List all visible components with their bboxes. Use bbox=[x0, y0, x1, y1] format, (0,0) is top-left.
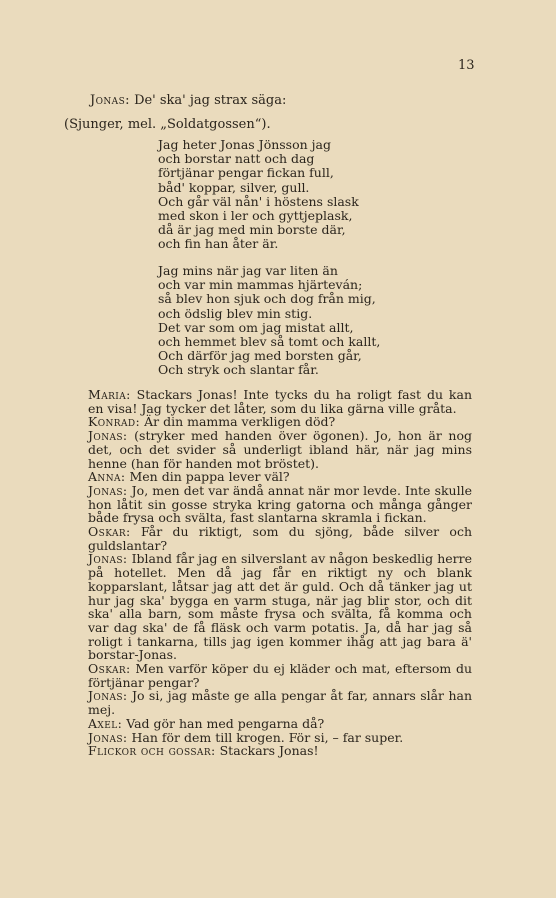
dialogue-text: Jo si, jag måste ge alla pengar åt far, annars slår han mej. bbox=[88, 688, 472, 718]
dialogue-text: Stackars Jonas! Inte tycks du ha roligt fast du kan en visa! Jag tycker det låter, som du lika gärna ville gråta. bbox=[88, 387, 472, 416]
verse-line: båd' koppar, silver, gull. bbox=[158, 179, 310, 195]
stage-direction: (Sjunger, mel. „Soldatgossen“). bbox=[64, 117, 271, 132]
dialogue-line bbox=[88, 731, 472, 745]
verse-line: Och stryk och slantar får. bbox=[158, 362, 319, 378]
dialogue-line bbox=[88, 429, 472, 470]
speaker-name: Jonas: bbox=[88, 482, 128, 498]
dialogue-line bbox=[88, 484, 472, 525]
verse-line: Det var som om jag mistat allt, bbox=[158, 319, 354, 335]
dialogue-line bbox=[88, 662, 472, 689]
verse-line: förtjänar pengar fickan full, bbox=[158, 165, 334, 181]
dialogue-text: Stackars Jonas! bbox=[219, 743, 319, 759]
dialogue-line bbox=[88, 415, 472, 429]
page-number: 13 bbox=[458, 58, 475, 73]
speaker-name: Flickor och gossar: bbox=[88, 743, 216, 759]
dialogue-text: Jo, men det var ändå annat när mor levde. Inte skulle hon låtit sin gosse stryka kring gatorna och många gånger både frysa och svälta, fast slantarna skramla i fickan. bbox=[88, 482, 472, 526]
dialogue-text: Är din mamma verkligen död? bbox=[144, 414, 336, 430]
verse-line: och borstar natt och dag bbox=[158, 151, 315, 167]
dialogue-line bbox=[88, 689, 472, 716]
speaker-name: Oskar: bbox=[88, 524, 131, 540]
speaker-name: Maria: bbox=[88, 387, 131, 402]
verse-1 bbox=[158, 138, 359, 252]
dialogue-line bbox=[88, 470, 472, 484]
dialogue-block bbox=[88, 388, 472, 758]
dialogue-line bbox=[88, 552, 472, 662]
dialogue-text: Får du riktigt, som du sjöng, både silver och guldslantar? bbox=[88, 524, 472, 553]
speaker-name: Axel: bbox=[88, 715, 123, 731]
verse-line: Jag heter Jonas Jönsson jag bbox=[158, 137, 331, 152]
dialogue-line bbox=[88, 717, 472, 731]
dialogue-text: (stryker med handen över ögonen). Jo, hon är nog det, och det svider så underligt ibland här, när jag mins henne (han för handen mot bröstet). bbox=[88, 428, 472, 471]
speaker-name: Jonas: bbox=[88, 688, 128, 704]
verse-2 bbox=[158, 264, 380, 378]
verse-line: och fin han åter är. bbox=[158, 236, 279, 252]
verse-line: Och därför jag med borsten går, bbox=[158, 348, 362, 364]
verse-line: Och går väl nån' i höstens slask bbox=[158, 193, 359, 209]
verse-line: och ödslig blev min stig. bbox=[158, 305, 313, 321]
speaker-name: Anna: bbox=[88, 469, 126, 485]
intro-line bbox=[90, 93, 286, 108]
intro-text: De' ska' jag strax säga: bbox=[134, 93, 287, 108]
dialogue-text: Ibland får jag en silverslant av någon beskedlig herre på hotellet. Men då jag får en riktigt ny och blank kopparslant, låtsar jag att det är guld. Och då tänker jag ut hur jag ska' bygga en varm stuga, när jag blir stor, och dit ska' alla barn, som måste frysa och svälta, få komma och var dag ska' de få fläsk och varm potatis. Ja, då har jag så roligt i tankarna, tills jag igen kommer ihåg att jag bara ä' borstar-Jonas. bbox=[88, 551, 472, 663]
dialogue-text: Vad gör han med pengarna då? bbox=[126, 715, 325, 731]
verse-line: Jag mins när jag var liten än bbox=[158, 263, 338, 278]
verse-line: och var min mammas hjärteván; bbox=[158, 277, 363, 293]
verse-line: och hemmet blev så tomt och kallt, bbox=[158, 334, 381, 350]
speaker-name: Jonas: bbox=[90, 93, 130, 108]
speaker-name: Jonas: bbox=[88, 428, 128, 444]
verse-line: med skon i ler och gyttjeplask, bbox=[158, 208, 353, 224]
speaker-name: Konrad: bbox=[88, 414, 141, 430]
speaker-name: Jonas: bbox=[88, 729, 128, 745]
speaker-name: Oskar: bbox=[88, 661, 131, 677]
dialogue-line bbox=[88, 388, 472, 415]
dialogue-text: Han för dem till krogen. För si, – far super. bbox=[131, 729, 404, 745]
dialogue-line bbox=[88, 525, 472, 552]
dialogue-text: Men varför köper du ej kläder och mat, eftersom du förtjänar pengar? bbox=[88, 661, 472, 690]
verse-line: så blev hon sjuk och dog från mig, bbox=[158, 291, 376, 307]
verse-line: då är jag med min borste där, bbox=[158, 222, 346, 238]
dialogue-text: Men din pappa lever väl? bbox=[129, 469, 290, 485]
speaker-name: Jonas: bbox=[88, 551, 128, 567]
dialogue-line bbox=[88, 744, 472, 758]
